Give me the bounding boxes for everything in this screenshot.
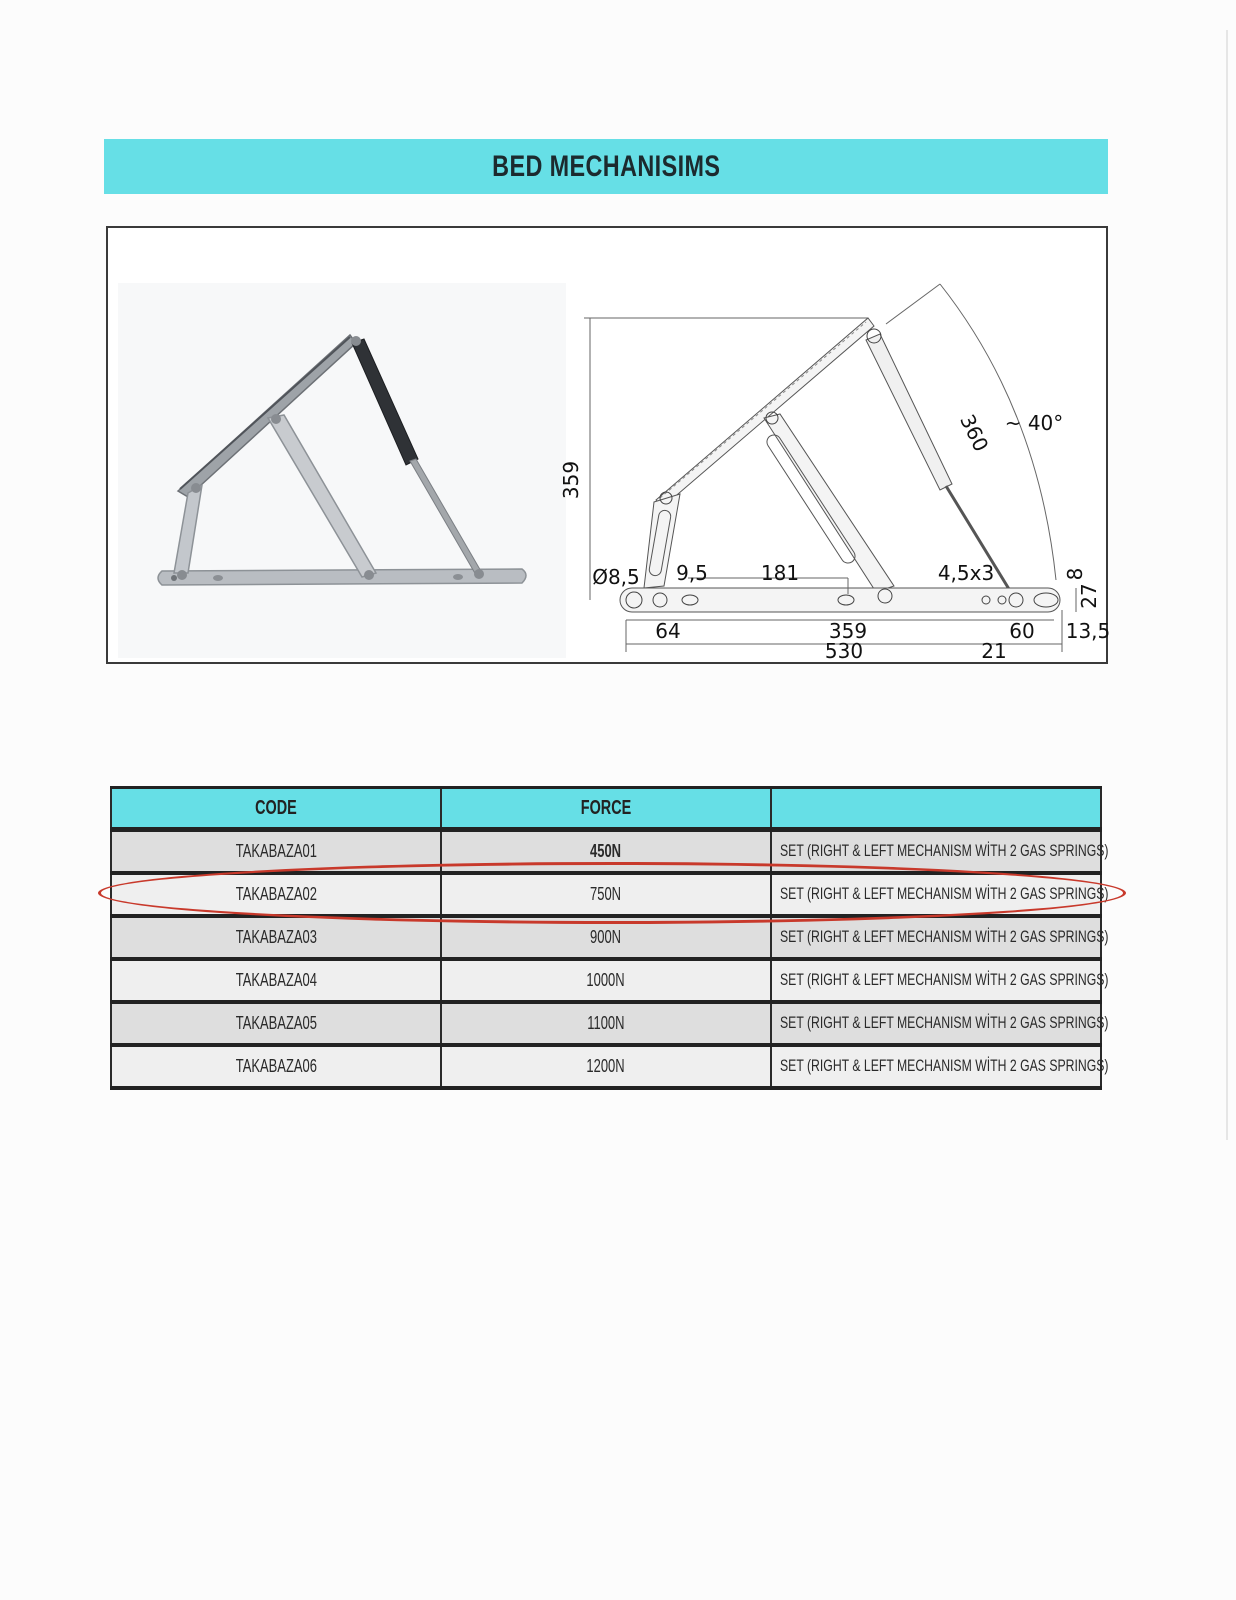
- angle-label: ~ 40°: [1004, 411, 1064, 435]
- dim-21-label: 21: [981, 639, 1007, 663]
- header-force: FORCE: [441, 788, 771, 830]
- header-description: [771, 788, 1101, 830]
- dimension-labels: [559, 411, 1110, 663]
- description-cell: SET (RIGHT & LEFT MECHANISM WİTH 2 GAS SPRINGS): [771, 1045, 1101, 1088]
- dimension-drawing: [559, 248, 1111, 663]
- spec-table: [110, 786, 1109, 1090]
- description-cell: SET (RIGHT & LEFT MECHANISM WİTH 2 GAS SPRINGS): [771, 916, 1101, 959]
- table-row: [111, 1045, 1101, 1088]
- page-edge-line: [1226, 30, 1228, 1140]
- page-title: BED MECHANISIMS: [491, 149, 721, 183]
- force-cell: 750N: [441, 873, 771, 916]
- mechanism-photo-illustration: [118, 283, 566, 658]
- table-row: [111, 873, 1101, 916]
- code-cell: TAKABAZA02: [111, 873, 441, 916]
- header-code: CODE: [111, 788, 441, 830]
- dim-9-5-label: 9,5: [676, 561, 708, 585]
- force-cell: 900N: [441, 916, 771, 959]
- code-cell: TAKABAZA03: [111, 916, 441, 959]
- dim-27-label: 27: [1077, 583, 1101, 609]
- force-cell: 1000N: [441, 959, 771, 1002]
- spring-length-label: 360: [955, 410, 994, 456]
- product-photo: [118, 283, 566, 658]
- title-banner: [104, 139, 1108, 194]
- force-cell: 450N: [441, 830, 771, 873]
- table-row: [111, 1002, 1101, 1045]
- dim-13-5-label: 13,5: [1065, 619, 1111, 643]
- table-row: [111, 830, 1101, 873]
- dim-359-base-label: 359: [828, 619, 868, 643]
- description-cell: SET (RIGHT & LEFT MECHANISM WİTH 2 GAS SPRINGS): [771, 873, 1101, 916]
- table-row: [111, 959, 1101, 1002]
- table-row: [111, 916, 1101, 959]
- force-cell: 1100N: [441, 1002, 771, 1045]
- code-cell: TAKABAZA06: [111, 1045, 441, 1088]
- dim-181-label: 181: [760, 561, 800, 585]
- technical-drawing: [559, 248, 1111, 663]
- code-cell: TAKABAZA01: [111, 830, 441, 873]
- code-cell: TAKABAZA05: [111, 1002, 441, 1045]
- dim-64-label: 64: [655, 619, 681, 643]
- dim-4-5x3-label: 4,5x3: [937, 561, 995, 585]
- description-cell: SET (RIGHT & LEFT MECHANISM WİTH 2 GAS SPRINGS): [771, 959, 1101, 1002]
- product-figure: [106, 226, 1111, 664]
- code-cell: TAKABAZA04: [111, 959, 441, 1002]
- description-cell: SET (RIGHT & LEFT MECHANISM WİTH 2 GAS SPRINGS): [771, 1002, 1101, 1045]
- height-label: 359: [559, 460, 583, 500]
- dim-530-label: 530: [824, 639, 864, 663]
- dim-60-label: 60: [1009, 619, 1035, 643]
- force-cell: 1200N: [441, 1045, 771, 1088]
- hole-diameter-label: Ø8,5: [592, 565, 640, 589]
- description-cell: SET (RIGHT & LEFT MECHANISM WİTH 2 GAS SPRINGS): [771, 830, 1101, 873]
- table-header-row: [111, 788, 1101, 830]
- dim-8-label: 8: [1063, 567, 1087, 581]
